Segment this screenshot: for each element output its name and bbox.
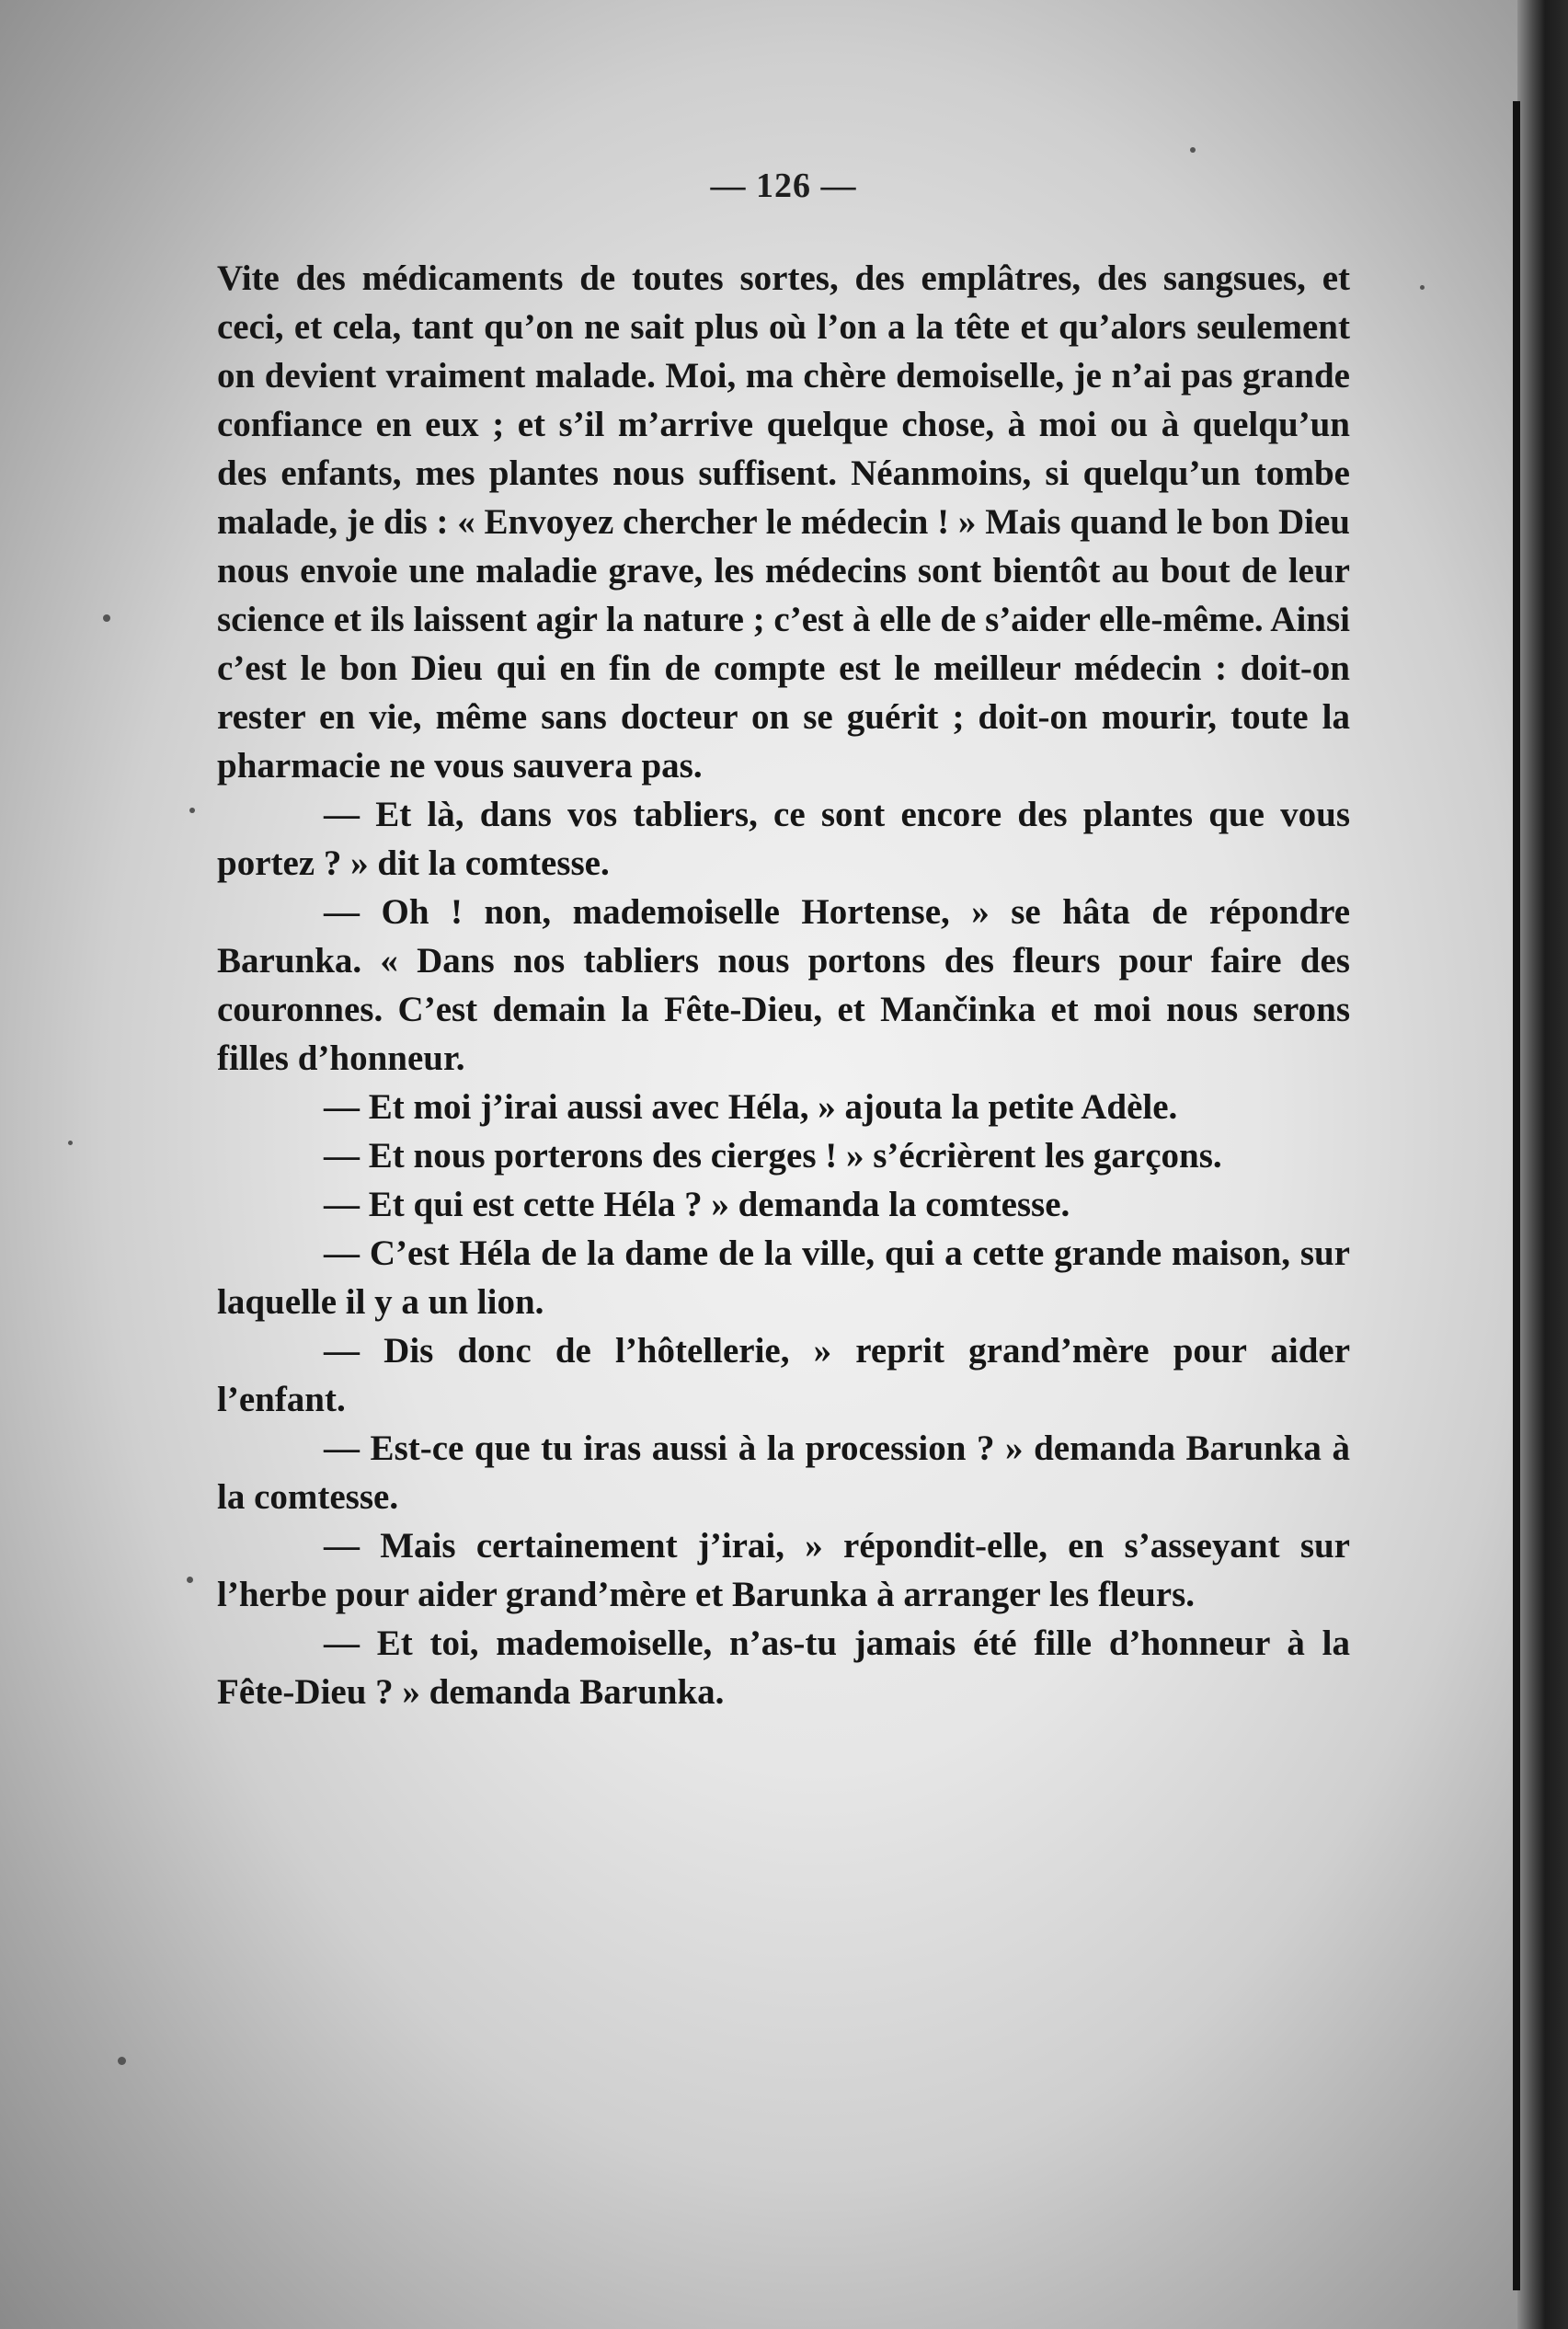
page-number: — 126 —: [710, 166, 857, 205]
paragraph: — Et là, dans vos tabliers, ce sont encore des plantes que vous portez ? » dit la comtesse.: [217, 795, 1350, 883]
paragraph: — Et nous porterons des cierges ! » s’écrièrent les garçons.: [324, 1136, 1222, 1176]
paragraph: — C’est Héla de la dame de la ville, qui a cette grande maison, sur laquelle il y a un lion.: [217, 1233, 1350, 1322]
paragraph: — Et toi, mademoiselle, n’as-tu jamais été fille d’honneur à la Fête-Dieu ? » demanda Barunka.: [217, 1623, 1350, 1712]
paragraph: — Mais certainement j’irai, » répondit-elle, en s’asseyant sur l’herbe pour aider grand’mère et Barunka à arranger les fleurs.: [217, 1526, 1350, 1614]
paragraph: — Est-ce que tu iras aussi à la procession ? » demanda Barunka à la comtesse.: [217, 1428, 1350, 1517]
page-text: [217, 254, 1350, 1716]
paragraph: Vite des médicaments de toutes sortes, des emplâtres, des sangsues, et ceci, et cela, tant qu’on ne sait plus où l’on a la tête et qu’alors seulement on devient vraiment malade. Moi, ma chère demoiselle, je n’ai pas grande confiance en eux ; et s’il m’arrive quelque chose, à moi ou à quelqu’un des enfants, mes plantes nous suffisent. Néanmoins, si quelqu’un tombe malade, je dis : « Envoyez chercher le médecin ! » Mais quand le bon Dieu nous envoie une maladie grave, les médecins sont bientôt au bout de leur science et ils laissent agir la nature ; c’est à elle de s’aider elle-même. Ainsi c’est le bon Dieu qui en fin de compte est le meilleur médecin : doit-on rester en vie, même sans docteur on se guérit ; doit-on mourir, toute la pharmacie ne vous sauvera pas.: [217, 258, 1350, 786]
paragraph: — Et qui est cette Héla ? » demanda la comtesse.: [324, 1185, 1070, 1224]
page-edge-line: [1513, 101, 1520, 2290]
book-page: [217, 166, 1350, 1716]
paragraph: — Dis donc de l’hôtellerie, » reprit grand’mère pour aider l’enfant.: [217, 1331, 1350, 1419]
paragraph: — Oh ! non, mademoiselle Hortense, » se hâta de répondre Barunka. « Dans nos tabliers nous portons des fleurs pour faire des couronnes. C’est demain la Fête-Dieu, et Mančinka et moi nous serons filles d’honneur.: [217, 892, 1350, 1078]
paragraph: — Et moi j’irai aussi avec Héla, » ajouta la petite Adèle.: [324, 1087, 1178, 1127]
scanner-edge: [1517, 0, 1568, 2329]
